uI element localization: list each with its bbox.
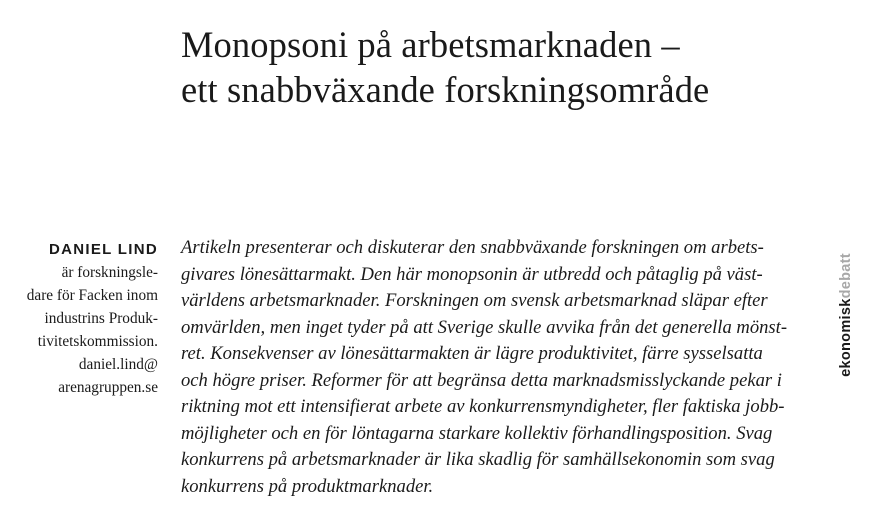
author-bio-line: är forskningsle- bbox=[61, 264, 158, 281]
author-email: daniel.lind@ bbox=[78, 356, 158, 373]
title-line: Monopsoni på arbetsmarknaden – bbox=[181, 24, 680, 65]
journal-tag-debatt: debatt bbox=[838, 253, 854, 299]
abstract-line: världens arbetsmarknader. Forskningen om svensk arbetsmarknad släpar efter bbox=[181, 290, 768, 311]
abstract-line: riktning mot ett intensifierat arbete av konkurrensmyndigheter, fler faktiska jobb- bbox=[181, 396, 785, 417]
journal-tag-ekonomisk: ekonomisk bbox=[838, 298, 854, 377]
abstract-line: konkurrens på arbetsmarknader är lika skadlig för samhällsekonomin som svag bbox=[181, 449, 775, 470]
article-title bbox=[181, 22, 841, 112]
journal-tag bbox=[836, 245, 856, 385]
abstract-line: omvärlden, men inget tyder på att Sverige skulle avvika från det generella mönst- bbox=[181, 316, 788, 338]
author-name: DANIEL LIND bbox=[48, 241, 158, 258]
author-bio-line: tivitetskommission. bbox=[37, 333, 158, 350]
abstract-line: givares lönesättarmakt. Den här monopsonin är utbredd och påtaglig på väst- bbox=[181, 263, 763, 285]
title-line: ett snabbväxande forskningsområde bbox=[181, 69, 710, 110]
author-email: arenagruppen.se bbox=[58, 379, 158, 396]
abstract-line: Artikeln presenterar och diskuterar den snabbväxande forskningen om arbets- bbox=[181, 237, 764, 258]
abstract-line: ret. Konsekvenser av lönesättarmakten är lägre produktivitet, färre sysselsatta bbox=[181, 343, 763, 364]
author-block bbox=[10, 239, 158, 399]
abstract bbox=[181, 235, 796, 500]
abstract-line: möjligheter och en för löntagarna starkare kollektiv förhandlingsposition. Svag bbox=[181, 422, 773, 444]
author-bio-line: dare för Facken inom bbox=[26, 287, 158, 304]
author-bio-line: industrins Produk- bbox=[44, 310, 158, 327]
abstract-line: och högre priser. Reformer för att begränsa detta marknadsmisslyckande pekar i bbox=[181, 369, 782, 391]
abstract-line: konkurrens på produktmarknader. bbox=[181, 475, 434, 497]
